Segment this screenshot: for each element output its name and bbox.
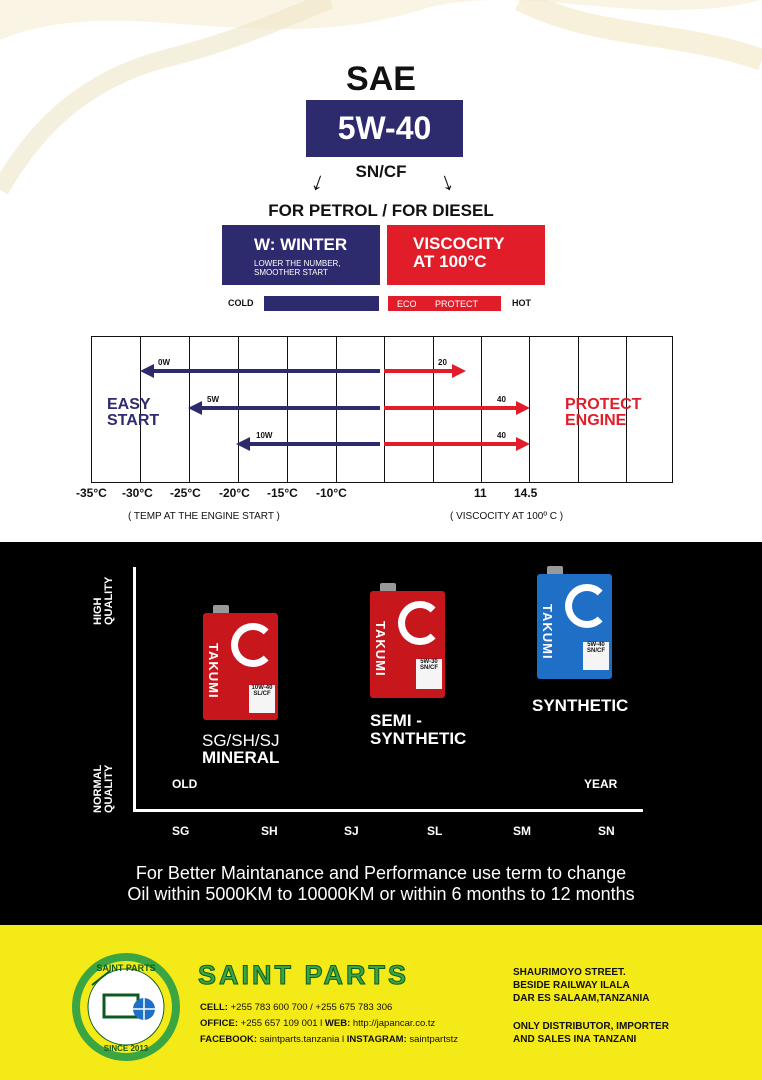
grade-10w: 10W [256,431,273,440]
x-tick-sl: SL [427,824,443,838]
protect-engine-label [565,397,641,429]
grade-40a: 40 [497,395,506,404]
logo-ring-bottom: SINCE 2013 [103,1044,149,1053]
viscosity-tick: 14.5 [514,486,538,500]
viscosity-box [387,225,545,285]
oil-can-synthetic [537,574,612,679]
quality-line: QUALITY [103,764,115,813]
temp-tick: -30°C [122,486,153,500]
normal-line: NORMAL [92,764,104,813]
web-label: WEB: [324,1018,351,1029]
address-line-2: BESIDE RAILWAY ILALA [513,980,630,991]
can-brand: TAKUMI [206,643,221,699]
viscosity-line-2: AT 100°C [413,252,487,271]
social-line [200,1034,458,1045]
hot-label: HOT [512,298,531,308]
web-link[interactable]: http://japancar.co.tz [352,1018,436,1029]
maintenance-tip [0,863,762,905]
office-label: OFFICE: [200,1018,238,1029]
instagram-label: INSTAGRAM: [346,1034,407,1045]
arrow-down-left-icon: ↓ [307,164,330,198]
tip-line-1: For Better Maintanance and Performance use term to change [135,863,627,883]
temp-tick: -25°C [170,486,201,500]
tip-line-2: Oil within 5000KM to 10000KM or within 6 months to 12 months [127,884,635,904]
engine-line: ENGINE [565,412,627,429]
office-number: +255 657 109 001 l [240,1018,323,1029]
cold-label: COLD [228,298,254,308]
high-quality-label [93,577,115,625]
winter-arrow-0w [140,364,380,378]
mineral-label: MINERAL [202,748,280,767]
quality-line: QUALITY [103,576,115,625]
old-label: OLD [172,777,198,791]
temp-tick: -15°C [267,486,298,500]
year-label: YEAR [584,777,618,791]
semi-synthetic-label [370,712,466,748]
cell-label: CELL: [200,1002,228,1013]
logo-ring-top: SAINT PARTS [96,963,156,973]
viscosity-axis-note: ( VISCOCITY AT 100º C ) [450,511,564,522]
winter-title: W: WINTER [254,235,348,254]
fuel-type-label: FOR PETROL / FOR DIESEL [268,201,494,220]
hot-bar [388,296,501,311]
arrow-down-right-icon: ↓ [435,164,458,198]
sae-label: SAE [346,60,416,98]
distributor-block [513,1020,669,1046]
saint-parts-logo [70,951,182,1063]
grade-40b: 40 [497,431,506,440]
temp-tick: -10°C [316,486,347,500]
cell-numbers: +255 783 600 700 / +255 675 783 306 [230,1002,393,1013]
viscosity-arrow-20 [384,364,466,378]
spec-label: SN/CF [355,162,407,181]
winter-subtitle-1: LOWER THE NUMBER, [254,259,341,268]
easy-line: EASY [107,396,151,413]
synthetic-label: SYNTHETIC [532,696,629,715]
eco-label: ECO [397,299,417,309]
quality-y-axis [133,567,136,812]
normal-quality-label [93,765,115,813]
can-label [583,642,609,670]
viscosity-line-1: VISCOCITY [413,234,505,253]
synthetic-line: SYNTHETIC [370,729,467,748]
temp-tick: -35°C [76,486,107,500]
can-spec: SL/CF [253,691,271,697]
viscosity-arrow-40b [384,437,530,451]
x-tick-sj: SJ [344,824,359,838]
x-tick-sn: SN [598,824,615,838]
office-line [200,1018,435,1029]
viscosity-arrow-40a [384,401,530,415]
address-line-1: SHAURIMOYO STREET. [513,967,626,978]
easy-start-label [107,397,159,429]
temp-axis-note: ( TEMP AT THE ENGINE START ) [128,511,280,522]
x-tick-sh: SH [261,824,278,838]
distributor-line-1: ONLY DISTRIBUTOR, IMPORTER [513,1021,669,1032]
facebook-handle[interactable]: saintparts.tanzania l [259,1034,345,1045]
grade-0w: 0W [158,358,170,367]
temp-tick: -20°C [219,486,250,500]
grade-20: 20 [438,358,447,367]
oil-can-mineral [203,613,278,720]
quality-x-axis [133,809,643,812]
semi-line: SEMI - [370,711,422,730]
winter-subtitle-2: SMOOTHER START [254,268,328,277]
facebook-label: FACEBOOK: [200,1034,257,1045]
oil-can-semi-synthetic [370,591,445,698]
protect-label: PROTECT [435,299,479,309]
can-label [416,659,442,689]
start-line: START [107,412,160,429]
can-spec: SN/CF [587,648,605,654]
address-block [513,966,649,1005]
distributor-line-2: AND SALES INA TANZANI [513,1034,637,1045]
can-grade: 5W-30 [420,659,438,665]
cold-bar [264,296,379,311]
mineral-spec: SG/SH/SJ [202,731,280,750]
high-line: HIGH [92,597,104,625]
protect-line: PROTECT [565,396,642,413]
can-brand: TAKUMI [373,621,388,677]
x-tick-sg: SG [172,824,190,838]
company-name: SAINT PARTS [198,960,410,990]
can-spec: SN/CF [420,665,438,671]
can-brand: TAKUMI [540,604,555,660]
oil-grade-box: 5W-40 [306,100,463,157]
viscosity-tick: 11 [474,486,487,500]
grade-5w: 5W [207,395,219,404]
address-line-3: DAR ES SALAAM,TANZANIA [513,993,650,1004]
winter-box [222,225,380,285]
instagram-handle[interactable]: saintpartstz [409,1034,458,1045]
can-grade: 5W-40 [587,642,605,648]
can-label [249,685,275,713]
x-tick-sm: SM [513,824,531,838]
cell-line [200,1002,392,1013]
can-grade: 10W-40 [251,685,273,691]
